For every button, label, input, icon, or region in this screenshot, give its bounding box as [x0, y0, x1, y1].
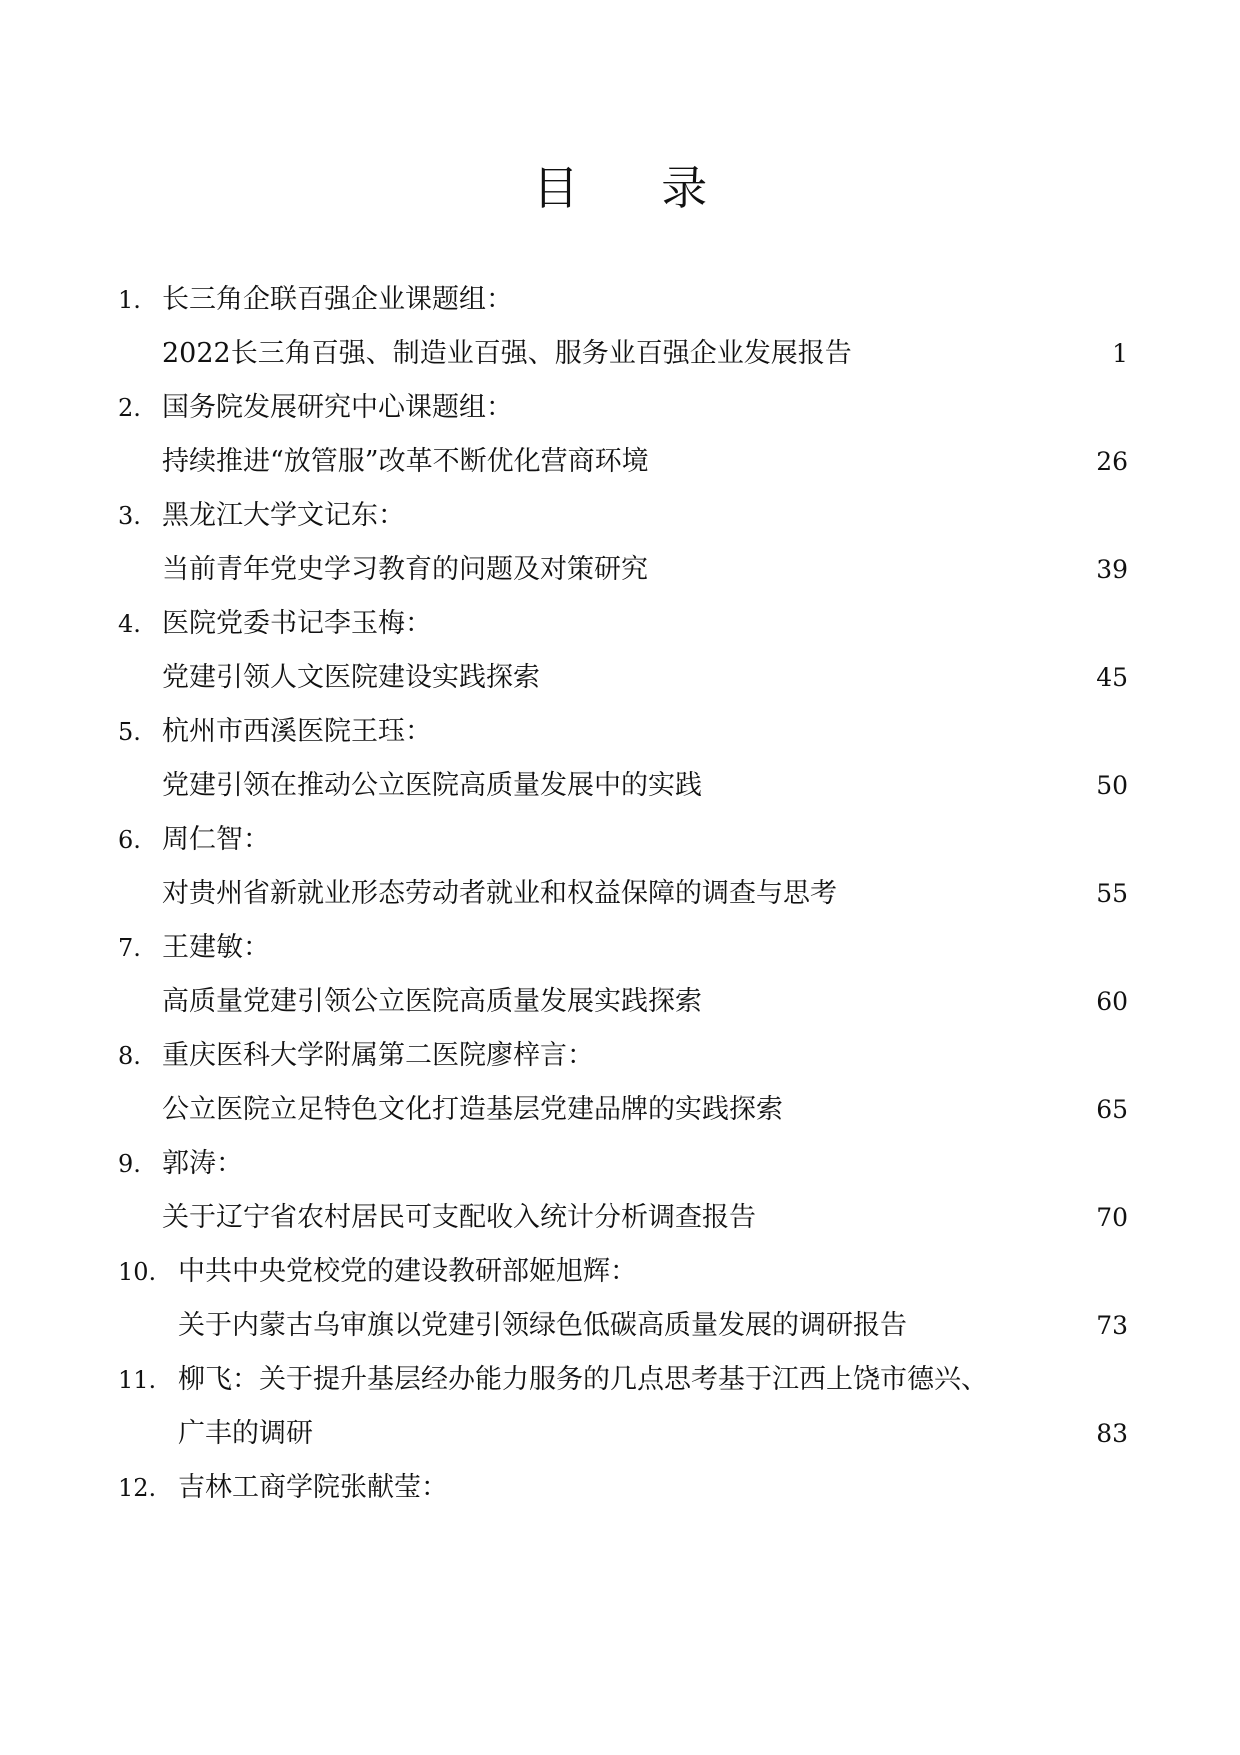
toc-entry-6-author-line: [0, 820, 1240, 860]
page-title: 目 录: [532, 161, 742, 215]
entry-author: 杭州市西溪医院王珏：: [162, 716, 432, 747]
toc-entry-2-author-line: [0, 388, 1240, 428]
toc-entry-1-title-line[interactable]: [0, 334, 1240, 374]
entry-author: 柳飞：关于提升基层经办能力服务的几点思考基于江西上饶市德兴、: [178, 1364, 988, 1395]
toc-entry-1-author-line: [0, 280, 1240, 320]
entry-page-number: 1: [1112, 339, 1128, 368]
entry-number: 10.: [118, 1258, 157, 1286]
toc-entry-8-title-line[interactable]: [0, 1090, 1240, 1130]
entry-number: 12.: [118, 1474, 157, 1502]
entry-title[interactable]: 党建引领人文医院建设实践探索: [162, 662, 540, 693]
entry-author: 吉林工商学院张献莹：: [178, 1472, 448, 1503]
entry-author: 中共中央党校党的建设教研部姬旭辉：: [178, 1256, 637, 1287]
entry-number: 3.: [118, 502, 141, 530]
toc-entry-11-title-line[interactable]: [0, 1414, 1240, 1454]
entry-page-number: 83: [1096, 1419, 1128, 1448]
entry-title[interactable]: 公立医院立足特色文化打造基层党建品牌的实践探索: [162, 1094, 783, 1125]
toc-entry-11-author-line: [0, 1360, 1240, 1400]
entry-author: 长三角企联百强企业课题组：: [162, 284, 513, 315]
entry-title[interactable]: 关于内蒙古乌审旗以党建引领绿色低碳高质量发展的调研报告: [178, 1310, 907, 1341]
entry-author: 黑龙江大学文记东：: [162, 500, 405, 531]
entry-title[interactable]: 党建引领在推动公立医院高质量发展中的实践: [162, 770, 702, 801]
toc-entry-10-title-line[interactable]: [0, 1306, 1240, 1346]
toc-entry-4-title-line[interactable]: [0, 658, 1240, 698]
entry-number: 1.: [118, 286, 141, 314]
entry-title[interactable]: 2022长三角百强、制造业百强、服务业百强企业发展报告: [162, 338, 852, 369]
entry-number: 11.: [118, 1366, 157, 1394]
toc-entry-3-author-line: [0, 496, 1240, 536]
entry-page-number: 39: [1096, 555, 1128, 584]
entry-title[interactable]: 关于辽宁省农村居民可支配收入统计分析调查报告: [162, 1202, 756, 1233]
toc-entry-3-title-line[interactable]: [0, 550, 1240, 590]
entry-page-number: 60: [1096, 987, 1128, 1016]
toc-entry-9-author-line: [0, 1144, 1240, 1184]
entry-number: 2.: [118, 394, 141, 422]
entry-number: 5.: [118, 718, 141, 746]
toc-entry-5-author-line: [0, 712, 1240, 752]
toc-entry-8-author-line: [0, 1036, 1240, 1076]
toc-entry-2-title-line[interactable]: [0, 442, 1240, 482]
toc-entry-5-title-line[interactable]: [0, 766, 1240, 806]
entry-number: 8.: [118, 1042, 141, 1070]
entry-author: 郭涛：: [162, 1148, 243, 1179]
entry-number: 4.: [118, 610, 141, 638]
entry-author: 重庆医科大学附属第二医院廖梓言：: [162, 1040, 594, 1071]
toc-entry-4-author-line: [0, 604, 1240, 644]
entry-page-number: 65: [1096, 1095, 1128, 1124]
entry-page-number: 55: [1096, 879, 1128, 908]
entry-number: 6.: [118, 826, 141, 854]
entry-page-number: 45: [1096, 663, 1128, 692]
entry-author: 周仁智：: [162, 824, 270, 855]
entry-author: 国务院发展研究中心课题组：: [162, 392, 513, 423]
entry-author: 医院党委书记李玉梅：: [162, 608, 432, 639]
entry-title[interactable]: 广丰的调研: [178, 1418, 313, 1449]
entry-title[interactable]: 当前青年党史学习教育的问题及对策研究: [162, 554, 648, 585]
toc-entry-7-title-line[interactable]: [0, 982, 1240, 1022]
entry-title[interactable]: 对贵州省新就业形态劳动者就业和权益保障的调查与思考: [162, 878, 837, 909]
entry-page-number: 26: [1096, 447, 1128, 476]
toc-entry-12-author-line: [0, 1468, 1240, 1508]
toc-entry-9-title-line[interactable]: [0, 1198, 1240, 1238]
entry-author: 王建敏：: [162, 932, 270, 963]
entry-number: 9.: [118, 1150, 141, 1178]
entry-page-number: 70: [1096, 1203, 1128, 1232]
entry-title[interactable]: 高质量党建引领公立医院高质量发展实践探索: [162, 986, 702, 1017]
entry-page-number: 50: [1096, 771, 1128, 800]
entry-page-number: 73: [1096, 1311, 1128, 1340]
entry-title[interactable]: 持续推进“放管服”改革不断优化营商环境: [162, 446, 649, 477]
toc-entry-10-author-line: [0, 1252, 1240, 1292]
toc-entry-7-author-line: [0, 928, 1240, 968]
entry-number: 7.: [118, 934, 141, 962]
toc-entry-6-title-line[interactable]: [0, 874, 1240, 914]
